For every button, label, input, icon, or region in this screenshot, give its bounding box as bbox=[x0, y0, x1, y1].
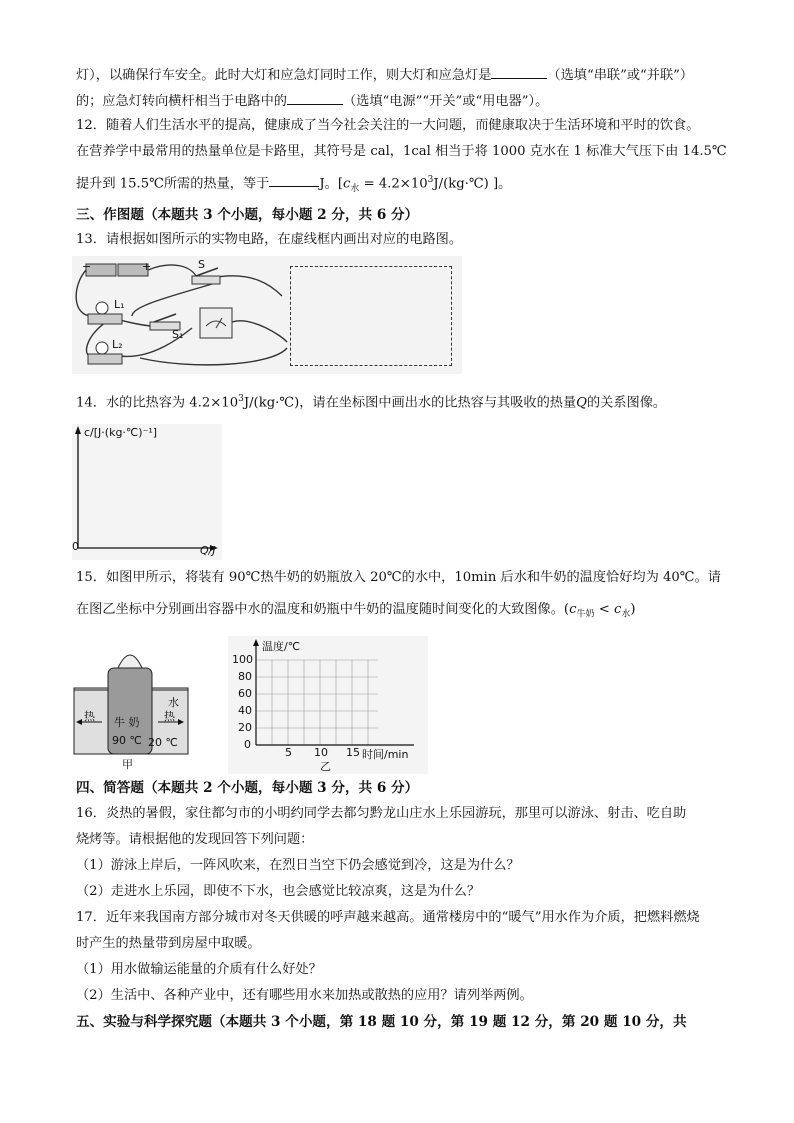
figure-jia bbox=[72, 638, 192, 770]
q14-exp: 3 bbox=[238, 394, 244, 404]
y-tick-0: 0 bbox=[244, 738, 251, 751]
q14-x-label: Q/J bbox=[200, 544, 216, 557]
yi-x-label: 时间/min bbox=[362, 748, 409, 761]
milk-temp: 90 ℃ bbox=[112, 734, 142, 747]
q12-exp: 3 bbox=[427, 175, 434, 185]
q14-axes bbox=[72, 424, 222, 560]
answer-dashed-box[interactable] bbox=[290, 266, 452, 366]
q15-line1: 15．如图甲所示，将装有 90℃热牛奶的奶瓶放入 20℃的水中，10min 后水和牛奶的温度恰好均为 40℃。请 bbox=[76, 570, 721, 585]
y-tick-20: 20 bbox=[238, 721, 252, 734]
lamp-l2-base bbox=[88, 354, 122, 364]
switch-s-base bbox=[192, 276, 220, 284]
q16-line3: （1）游泳上岸后，一阵风吹来，在烈日当空下仍会感觉到冷，这是为什么？ bbox=[76, 858, 520, 873]
yi-grid bbox=[256, 660, 378, 745]
q15-text2-post: ) bbox=[630, 602, 636, 617]
q11-line1 bbox=[76, 66, 693, 84]
battery-minus-label: − bbox=[82, 260, 92, 273]
wire bbox=[148, 265, 197, 278]
q17-line4: （2）生活中、各种产业中，还有哪些用水来加热或散热的应用？请列举两例。 bbox=[76, 988, 533, 1003]
q12-line1: 12．随着人们生活水平的提高，健康成了当今社会关注的一大问题，而健康取决于生活环境和平时的饮食。 bbox=[76, 118, 700, 133]
y-tick-100: 100 bbox=[232, 653, 253, 666]
yi-y-label: 温度/℃ bbox=[262, 640, 301, 653]
y-arrow bbox=[75, 426, 81, 434]
q11-blank-1[interactable] bbox=[491, 66, 547, 79]
q11-line2 bbox=[76, 92, 548, 110]
q14-text bbox=[76, 391, 666, 411]
battery-plus-label: + bbox=[142, 260, 152, 273]
c-milk-symbol: c bbox=[569, 602, 577, 617]
q11-text: 灯），以确保行车安全。此时大灯和应急灯同时工作，则大灯和应急灯是 bbox=[76, 68, 492, 83]
q15-text2: 在图乙坐标中分别画出容器中水的温度和奶瓶中牛奶的温度随时间变化的大致图像。( bbox=[76, 602, 570, 617]
lamp-l2-label: L₂ bbox=[112, 338, 123, 351]
caption-yi: 乙 bbox=[320, 760, 331, 773]
q12-text3: 提升到 15.5℃所需的热量，等于 bbox=[76, 176, 270, 192]
q12-text3-post: J/(kg·℃) ]。 bbox=[433, 176, 512, 192]
wire bbox=[232, 321, 287, 342]
switch-s-label: S bbox=[198, 258, 205, 271]
c-water-symbol: c bbox=[613, 602, 622, 617]
switch-s1-lever bbox=[154, 314, 176, 322]
water-temp: 20 ℃ bbox=[148, 736, 178, 749]
water-label: 水 bbox=[168, 696, 179, 709]
q12-blank[interactable] bbox=[269, 174, 319, 187]
meter-box bbox=[200, 308, 232, 338]
q11-text-post: （选填“串联”或“并联”） bbox=[547, 68, 694, 83]
c-sub: 水 bbox=[350, 184, 360, 195]
q11-text2: 的；应急灯转向横杆相当于电路中的 bbox=[76, 94, 287, 109]
q17-line2: 时产生的热量带到房屋中取暖。 bbox=[76, 936, 261, 951]
section3-title: 三、作图题（本题共 3 个小题，每小题 2 分，共 6 分） bbox=[76, 207, 419, 223]
c-milk-sub: 牛奶 bbox=[576, 609, 595, 620]
caption-jia: 甲 bbox=[122, 758, 133, 771]
heat-left-label: 热 bbox=[84, 710, 95, 723]
milk-label: 牛 奶 bbox=[114, 716, 140, 729]
wire bbox=[140, 348, 287, 365]
section4-title: 四、简答题（本题共 2 个小题，每小题 3 分，共 6 分） bbox=[76, 780, 419, 796]
lt-symbol: < bbox=[594, 602, 614, 617]
q16-line4: （2）走进水上乐园，即使不下水，也会感觉比较凉爽，这是为什么？ bbox=[76, 884, 481, 899]
q16-line1: 16．炎热的暑假，家住都匀市的小明约同学去都匀黔龙山庄水上乐园游玩，那里可以游泳、射击、吃自助 bbox=[76, 806, 687, 821]
wire bbox=[76, 270, 92, 316]
q14-origin: 0 bbox=[72, 540, 79, 553]
lamp-l1-label: L₁ bbox=[114, 298, 125, 311]
lamp-l2-bulb bbox=[96, 342, 108, 354]
c-water-sub: 水 bbox=[621, 609, 631, 620]
q14-q: Q bbox=[576, 395, 587, 411]
q17-line3: （1）用水做输运能量的介质有什么好处？ bbox=[76, 962, 322, 977]
q14-mid: J/(kg·℃)，请在坐标图中画出水的比热容与其吸收的热量 bbox=[243, 395, 577, 411]
q14-y-label: c/[J·(kg·℃)⁻¹] bbox=[84, 426, 158, 439]
q12-eq: = 4.2×10 bbox=[359, 176, 428, 192]
lamp-l1-bulb bbox=[96, 302, 108, 314]
q13-text: 13．请根据如图所示的实物电路，在虚线框内画出对应的电路图。 bbox=[76, 232, 463, 247]
q14-pre: 14．水的比热容为 4.2×10 bbox=[76, 395, 239, 411]
q15-line2 bbox=[76, 602, 636, 623]
x-tick-15: 15 bbox=[346, 746, 360, 759]
q11-text2-post: （选填“电源”“开关”或“用电器”）。 bbox=[343, 94, 549, 109]
y-tick-40: 40 bbox=[238, 704, 252, 717]
c-symbol: c bbox=[343, 176, 351, 192]
q12-text3-mid: J。[ bbox=[319, 176, 343, 192]
q14-post: 的关系图像。 bbox=[586, 395, 667, 411]
switch-s1-label: S₁ bbox=[172, 328, 184, 341]
q17-line1: 17．近年来我国南方部分城市对冬天供暖的呼声越来越高。通常楼房中的“暖气”用水作为介质，把燃料燃烧 bbox=[76, 910, 700, 925]
q14-graph[interactable] bbox=[72, 424, 222, 560]
circuit-figure bbox=[72, 256, 462, 374]
q11-blank-2[interactable] bbox=[287, 92, 343, 105]
wire bbox=[212, 276, 282, 296]
x-tick-10: 10 bbox=[314, 746, 328, 759]
q12-line2: 在营养学中最常用的热量单位是卡路里，其符号是 cal，1cal 相当于将 1000 克水在 1 标准大气压下由 14.5℃ bbox=[76, 144, 727, 159]
y-tick-60: 60 bbox=[238, 687, 252, 700]
lamp-l1-base bbox=[88, 314, 122, 324]
figure-yi[interactable] bbox=[228, 636, 428, 774]
q12-line3 bbox=[76, 172, 511, 197]
yi-y-arrow bbox=[253, 639, 259, 646]
y-tick-80: 80 bbox=[238, 670, 252, 683]
q16-line2: 烧烤等。请根据他的发现回答下列问题： bbox=[76, 832, 314, 847]
section5-title: 五、实验与科学探究题（本题共 3 个小题，第 18 题 10 分，第 19 题 12 分，第 20 题 10 分，共 bbox=[76, 1014, 687, 1030]
x-tick-5: 5 bbox=[285, 746, 292, 759]
bottle-nipple bbox=[118, 655, 142, 668]
heat-right-label: 热 bbox=[164, 710, 175, 723]
